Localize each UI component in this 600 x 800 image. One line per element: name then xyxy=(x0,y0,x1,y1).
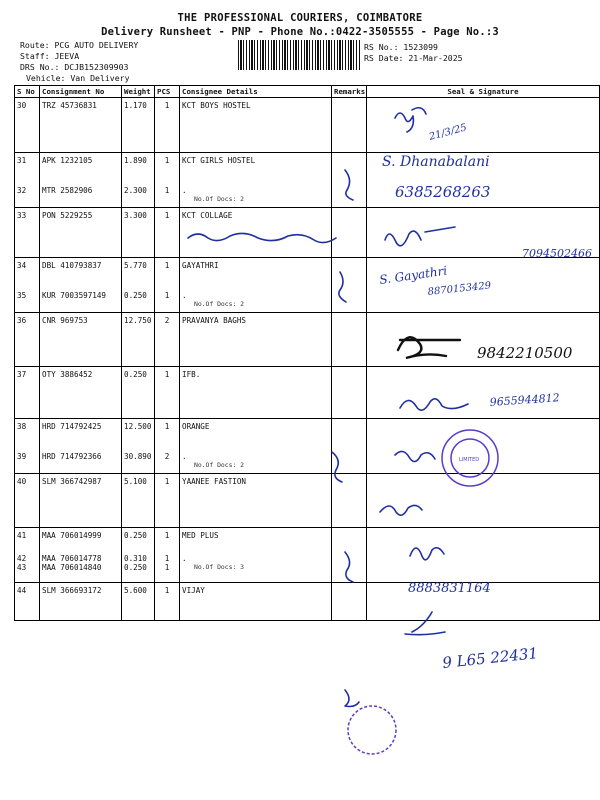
bottom-stamp xyxy=(348,706,396,754)
rs-number: RS No.: 1523099 xyxy=(364,42,438,52)
item-wt: 30.890 xyxy=(124,452,152,461)
item-pcs: 1 xyxy=(164,291,170,300)
item-cno: KUR 7003597149 xyxy=(42,291,107,300)
consignee-name: YAANEE FASTION xyxy=(182,477,247,486)
item-sno: 41 xyxy=(17,531,27,540)
item-pcs: 1 xyxy=(164,586,170,595)
consignee-name: PRAVANYA BAGHS xyxy=(182,316,247,325)
item-sno: 36 xyxy=(17,316,27,325)
item-wt: 3.300 xyxy=(124,211,147,220)
item-wt: 0.250 xyxy=(124,563,147,572)
col-pcs-header: PCS xyxy=(155,86,180,98)
consignee-name: ORANGE xyxy=(182,422,210,431)
item-cno: HRD 714792366 xyxy=(42,452,102,461)
item-wt: 0.310 xyxy=(124,554,147,563)
item-pcs: 1 xyxy=(164,101,170,110)
item-sno: 35 xyxy=(17,291,27,300)
col-consignee-header: Consignee Details xyxy=(180,86,332,98)
item-cno: HRD 714792425 xyxy=(42,422,102,431)
signature-scribble xyxy=(188,233,336,242)
rs-date: RS Date: 21-Mar-2025 xyxy=(364,53,463,63)
handwritten-name: S. Gayathri xyxy=(378,263,448,287)
signature-scribble xyxy=(345,690,359,707)
item-cno: MAA 706014999 xyxy=(42,531,102,540)
consignee-name: KCT BOYS HOSTEL xyxy=(182,101,251,110)
item-wt: 12.500 xyxy=(124,422,152,431)
item-cno: APK 1232105 xyxy=(42,156,93,165)
item-sno: 37 xyxy=(17,370,27,379)
item-wt: 1.890 xyxy=(124,156,147,165)
consignee-name: KCT COLLAGE xyxy=(182,211,233,220)
item-cno: DBL 410793837 xyxy=(42,261,102,270)
item-cno: MAA 706014778 xyxy=(42,554,102,563)
col-sno-header: S No xyxy=(15,86,40,98)
item-pcs: 1 xyxy=(164,422,170,431)
item-sno: 32 xyxy=(17,186,27,195)
tick-mark xyxy=(339,272,346,302)
handwritten-phone: 7094502466 xyxy=(522,247,592,260)
docs-count: No.Of Docs: 2 xyxy=(194,195,245,203)
handwritten-phone: 9655944812 xyxy=(489,391,561,409)
runsheet-subtitle: Delivery Runsheet - PNP - Phone No.:0422-3505555 - Page No.:3 xyxy=(101,26,499,38)
consignee-name: VIJAY xyxy=(182,586,205,595)
col-consignment-header: Consignment No xyxy=(40,86,122,98)
item-dot: . xyxy=(182,452,187,461)
item-pcs: 1 xyxy=(164,563,170,572)
item-wt: 0.250 xyxy=(124,370,147,379)
item-dot: . xyxy=(182,186,187,195)
signature-scribble xyxy=(398,337,460,358)
handwritten-phone: 9842210500 xyxy=(477,344,573,362)
docs-count: No.Of Docs: 2 xyxy=(194,461,245,469)
handwritten-phone: 6385268263 xyxy=(395,183,491,201)
item-sno: 34 xyxy=(17,261,27,270)
tick-mark xyxy=(332,452,342,482)
docs-count: No.Of Docs: 3 xyxy=(194,563,245,571)
item-pcs: 1 xyxy=(164,370,170,379)
signature-scribble xyxy=(395,451,435,461)
tick-mark xyxy=(345,170,353,200)
signature-scribble xyxy=(380,505,422,515)
col-remarks-header: Remarks xyxy=(332,86,367,98)
item-wt: 12.750 xyxy=(124,316,152,325)
item-pcs: 1 xyxy=(164,186,170,195)
item-wt: 5.600 xyxy=(124,586,147,595)
item-sno: 33 xyxy=(17,211,27,220)
item-wt: 2.300 xyxy=(124,186,147,195)
handwritten-date: 21/3/25 xyxy=(427,122,469,143)
consignee-name: IFB. xyxy=(182,370,201,379)
consignee-name: GAYATHRI xyxy=(182,261,219,270)
item-sno: 42 xyxy=(17,554,27,563)
consignee-name: KCT GIRLS HOSTEL xyxy=(182,156,256,165)
item-cno: MTR 2582906 xyxy=(42,186,93,195)
col-weight-header: Weight xyxy=(122,86,155,98)
item-wt: 5.100 xyxy=(124,477,147,486)
col-signature-header: Seal & Signature xyxy=(367,86,600,98)
item-cno: TRZ 45736831 xyxy=(42,101,97,110)
item-pcs: 1 xyxy=(164,261,170,270)
route-label: Route: PCG AUTO DELIVERY xyxy=(20,40,139,50)
item-sno: 39 xyxy=(17,452,27,461)
item-cno: CNR 969753 xyxy=(42,316,88,325)
drs-label: DRS No.: DCJB152309903 xyxy=(20,62,129,72)
item-cno: PON 5229255 xyxy=(42,211,93,220)
item-sno: 30 xyxy=(17,101,27,110)
consignee-name: MED PLUS xyxy=(182,531,219,540)
item-sno: 31 xyxy=(17,156,27,165)
company-seal-text: LIMITED xyxy=(459,457,480,463)
docs-count: No.Of Docs: 2 xyxy=(194,300,245,308)
item-sno: 38 xyxy=(17,422,27,431)
item-pcs: 2 xyxy=(164,316,170,325)
handwritten-phone: 8870153429 xyxy=(427,280,492,298)
item-pcs: 2 xyxy=(164,452,170,461)
item-cno: SLM 366693172 xyxy=(42,586,102,595)
item-pcs: 1 xyxy=(164,156,170,165)
tick-mark xyxy=(345,552,353,582)
signature-scribble xyxy=(395,108,426,132)
item-dot: . xyxy=(182,554,187,563)
item-sno: 43 xyxy=(17,563,27,572)
item-wt: 0.250 xyxy=(124,531,147,540)
item-sno: 40 xyxy=(17,477,27,486)
handwritten-note: 9 L65 22431 xyxy=(441,644,539,672)
handwritten-name: S. Dhanabalani xyxy=(382,154,490,170)
item-cno: MAA 706014840 xyxy=(42,563,102,572)
handwritten-phone: 8883831164 xyxy=(408,581,491,596)
item-sno: 44 xyxy=(17,586,27,595)
item-wt: 1.170 xyxy=(124,101,147,110)
item-wt: 0.250 xyxy=(124,291,147,300)
item-wt: 5.770 xyxy=(124,261,147,270)
item-pcs: 1 xyxy=(164,531,170,540)
item-cno: OTY 3886452 xyxy=(42,370,93,379)
item-dot: . xyxy=(182,291,187,300)
company-title: THE PROFESSIONAL COURIERS, COIMBATORE xyxy=(177,12,423,24)
signature-scribble xyxy=(405,612,445,635)
vehicle-label: Vehicle: Van Delivery xyxy=(26,73,130,83)
item-pcs: 1 xyxy=(164,477,170,486)
item-cno: SLM 366742987 xyxy=(42,477,102,486)
staff-label: Staff: JEEVA xyxy=(20,51,80,61)
item-pcs: 1 xyxy=(164,554,170,563)
item-pcs: 1 xyxy=(164,211,170,220)
signature-scribble xyxy=(400,399,468,410)
signature-scribble xyxy=(410,548,444,560)
signature-scribble xyxy=(385,227,455,246)
